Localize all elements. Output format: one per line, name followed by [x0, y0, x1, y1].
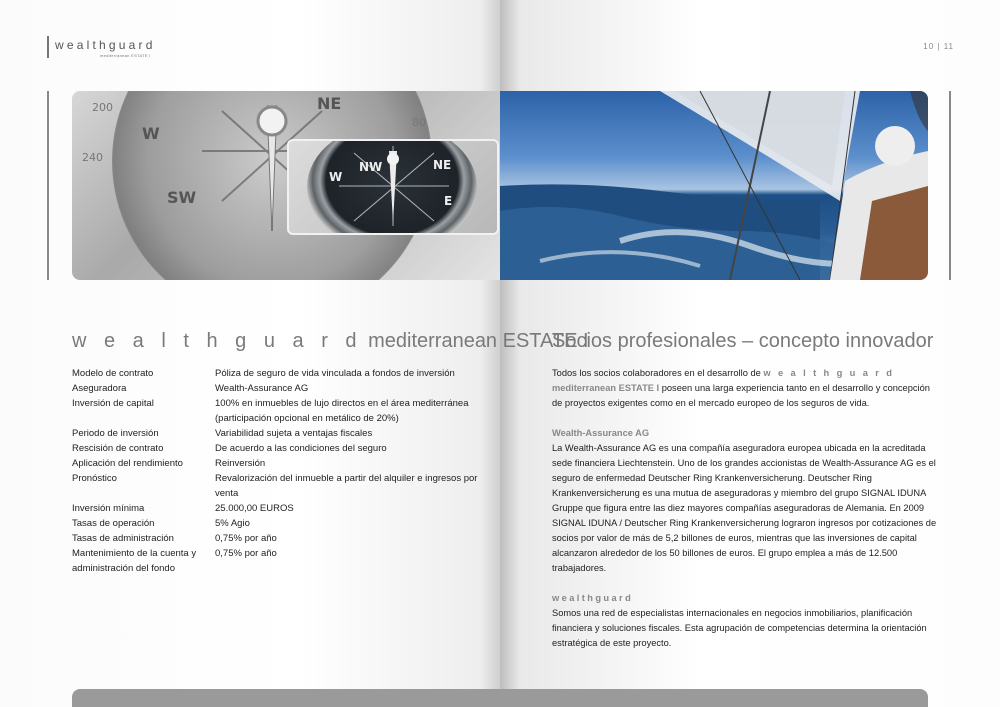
intro-brand: w e a l t h g u a r d [763, 368, 895, 378]
spec-row [72, 501, 482, 516]
partners-text [552, 366, 937, 651]
spec-value: 25.000,00 EUROS [215, 503, 294, 514]
left-rule [47, 91, 49, 280]
svg-text:NE: NE [433, 158, 452, 172]
svg-text:200: 200 [92, 101, 113, 114]
sailboat-photo [500, 91, 928, 280]
left-title-rest: mediterranean ESTATE I [368, 330, 589, 352]
spec-label: Inversión de capital [72, 398, 154, 409]
spec-value: Póliza de seguro de vida vinculada a fondos de inversión [215, 368, 455, 379]
spec-row [72, 546, 482, 576]
spec-value: Reinversión [215, 458, 266, 469]
spec-label: Pronóstico [72, 473, 117, 484]
svg-text:NW: NW [359, 160, 383, 174]
spec-row [72, 441, 482, 456]
spec-value: 0,75% por año [215, 548, 277, 559]
spec-value: 5% Agio [215, 518, 250, 529]
spec-value: Variabilidad sujeta a ventajas fiscales [215, 428, 373, 439]
section-body-wealth-assurance: La Wealth-Assurance AG es una compañía aseguradora europea ubicada en la acreditada sede financiera Liechtenstein. Uno de los grandes accionistas de Wealth-Assurance AG es el seguro de enfermedad Deutscher Ring Krankenversicherung. Deutscher Ring Krankenversicherung es una mutua de aseguradoras y miembro del grupo SIGNAL IDUNA Gruppe que figura entre las diez mayores compañías aseguradoras de Alemania. En 2009 SIGNAL IDUNA / Deutscher Ring Krankenversicherung lograron ingresos por cotizaciones de socios por valor de más de 5,2 billones de euros, mientras que las inversiones de capital alcanzaron alrededor de los 50 billones de euros. El grupo emplea a más de 12.500 trabajadores. [552, 443, 937, 573]
spec-row [72, 366, 482, 381]
spec-label: Tasas de administración [72, 533, 174, 544]
compass-inset-photo [287, 139, 499, 235]
product-specs [72, 366, 482, 576]
brand-bar [47, 36, 49, 58]
spec-row [72, 456, 482, 471]
spec-value: Revalorización del inmueble a partir del alquiler e ingresos por venta [215, 473, 478, 499]
right-rule [949, 91, 951, 280]
spec-label: Aplicación del rendimiento [72, 458, 183, 469]
spec-value: 100% en inmuebles de lujo directos en el área mediterránea (participación opcional en metálico de 20%) [215, 398, 469, 424]
page-numbers: 10 | 11 [923, 42, 954, 51]
sailboat-scene [500, 91, 928, 280]
spec-row [72, 471, 482, 501]
spec-label: Tasas de operación [72, 518, 155, 529]
svg-text:SW: SW [167, 188, 197, 207]
brand-logo: wealthguard [55, 38, 156, 52]
svg-text:NE: NE [317, 94, 342, 113]
spec-row [72, 426, 482, 441]
compass-inset-markings [289, 141, 497, 233]
svg-text:240: 240 [82, 151, 103, 164]
spec-label: Inversión mínima [72, 503, 145, 514]
section-body-wealthguard: Somos una red de especialistas internacionales en negocios inmobiliarios, planificación financiera y soluciones fiscales. Esta agrupación de competencias determina la orientación estratégica de este proyecto. [552, 608, 927, 648]
compass-photo [72, 91, 500, 280]
footer-bar [72, 689, 928, 707]
brand-subtitle: mediterranean ESTATE I [100, 53, 151, 58]
spec-label: Rescisión de contrato [72, 443, 164, 454]
svg-text:W: W [329, 170, 343, 184]
spec-row [72, 516, 482, 531]
section-heading-wealthguard: wealthguard [552, 593, 634, 603]
svg-text:E: E [444, 194, 453, 208]
left-title-brand: w e a l t h g u a r d [72, 330, 363, 352]
spec-value: Wealth-Assurance AG [215, 383, 309, 394]
svg-text:80: 80 [412, 116, 426, 129]
intro-paragraph [552, 366, 937, 411]
spec-row [72, 381, 482, 396]
svg-text:W: W [142, 124, 160, 143]
spec-label: Mantenimiento de la cuenta y administración del fondo [72, 548, 197, 574]
intro-text-after: poseen una larga experiencia tanto en el desarrollo y concepción de proyectos exigentes como en el mercado europeo de los seguros de vida. [552, 383, 930, 408]
section-heading-wealth-assurance: Wealth-Assurance AG [552, 428, 650, 438]
intro-brand-rest: mediterranean ESTATE I [552, 383, 660, 393]
right-title: Socios profesionales – concepto innovador [552, 330, 934, 352]
spec-label: Aseguradora [72, 383, 127, 394]
spec-label: Periodo de inversión [72, 428, 159, 439]
spec-value: 0,75% por año [215, 533, 277, 544]
spec-value: De acuerdo a las condiciones del seguro [215, 443, 387, 454]
spec-label: Modelo de contrato [72, 368, 154, 379]
intro-text-before: Todos los socios colaboradores en el desarrollo de [552, 368, 761, 378]
spec-row [72, 396, 482, 426]
spec-row [72, 531, 482, 546]
left-title [72, 330, 589, 353]
